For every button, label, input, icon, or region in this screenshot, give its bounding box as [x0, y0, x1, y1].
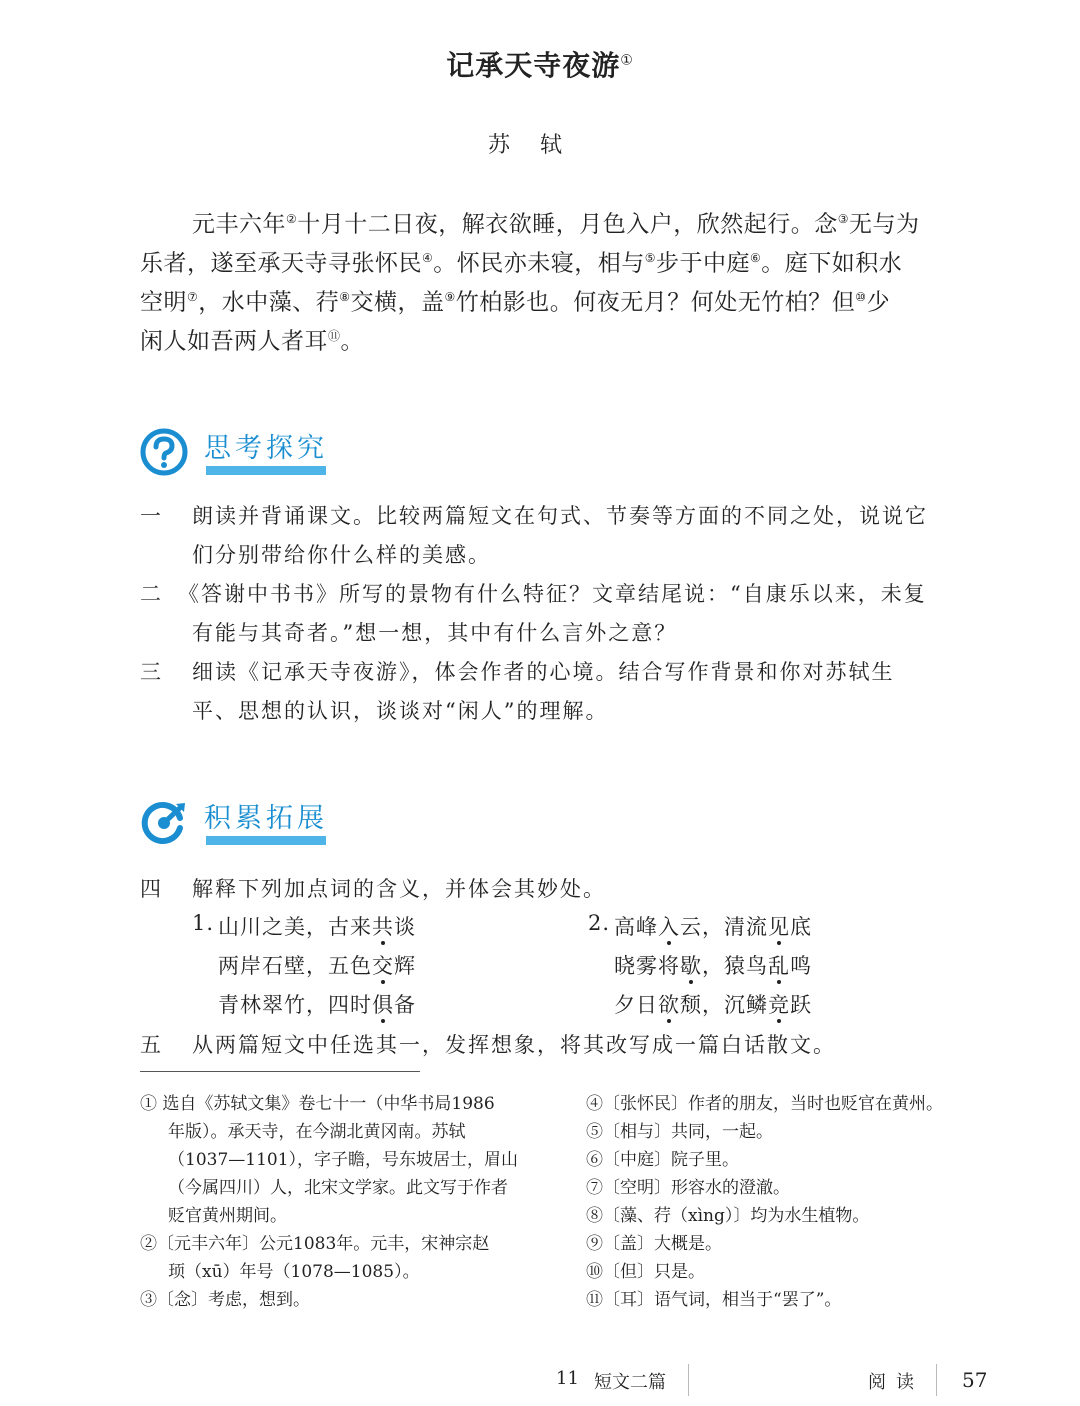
footer-divider [688, 1364, 689, 1396]
couplet-text: 备 [394, 993, 416, 1017]
dotted-word: 俱 [372, 993, 394, 1017]
dotted-word: 交 [372, 954, 394, 978]
question-line: 平、思想的认识，谈谈对“闲人”的理解。 [192, 699, 609, 723]
footnote-line: （今属四川）人，北宋文学家。此文写于作者 [168, 1178, 508, 1198]
question-line: 有能与其奇者。”想一想，其中有什么言外之意？ [192, 621, 678, 645]
couplet-text: 底 [790, 915, 812, 939]
author: 苏轼 [487, 133, 592, 158]
passage-text: 少 [866, 289, 891, 316]
question-line: 《答谢中书书》所写的景物有什么特征？文章结尾说：“自康乐以来，未复 [178, 582, 927, 606]
footnote-line: ④〔张怀民〕作者的朋友，当时也贬官在黄州。 [586, 1094, 943, 1114]
page-title: 记承天寺夜游① [446, 49, 634, 82]
passage-text: 交横，盖 [350, 289, 445, 316]
footnote-line: ⑧〔藻、荇（xìng）〕均为水生植物。 [586, 1206, 870, 1226]
footnote-mark: ② [286, 212, 298, 226]
question-text: 从两篇短文中任选其一，发挥想象，将其改写成一篇白话散文。 [192, 1033, 836, 1057]
question-mark-icon [140, 428, 188, 476]
footnote-mark: ⑥ [750, 251, 762, 265]
couplet-line [218, 950, 416, 980]
couplet-text: 山川之美，古来 [218, 915, 372, 939]
passage-text: ，水中藻、荇 [198, 289, 340, 316]
footnote-line: ⑩〔但〕只是。 [586, 1262, 705, 1282]
footnote-line: 年版）。承天寺，在今湖北黄冈南。苏轼 [168, 1122, 466, 1142]
footer-divider [936, 1364, 937, 1396]
passage-text: 十月十二日夜，解衣欲睡，月色入户，欣然起行。念 [297, 211, 838, 238]
footnote-mark: ⑤ [644, 251, 657, 265]
footnote-line: ③〔念〕考虑，想到。 [140, 1290, 310, 1310]
footnote-line: ②〔元丰六年〕公元1083年。元丰，宋神宗赵 [140, 1234, 490, 1254]
page-number: 57 [962, 1368, 988, 1392]
couplet-line [218, 911, 416, 941]
question-number: 三 [140, 660, 161, 684]
passage-text: 。怀民亦未寝，相与 [433, 250, 645, 277]
question-line: 朗读并背诵课文。比较两篇短文在句式、节奏等方面的不同之处，说说它 [192, 504, 928, 528]
couplet-text: 夕日 [614, 993, 658, 1017]
dotted-word: 共 [372, 915, 394, 939]
couplet-line [614, 911, 812, 941]
dotted-word: 乱 [768, 954, 790, 978]
couplet-label: 2. [588, 911, 611, 935]
couplet-line [218, 989, 416, 1019]
footer-unit: 阅读 [868, 1372, 924, 1393]
section-title: 积累拓展 [204, 803, 328, 834]
section-title: 思考探究 [204, 433, 328, 464]
footer-lesson-title: 短文二篇 [594, 1372, 666, 1393]
section-header-thinking [140, 426, 340, 486]
footnote-divider [140, 1071, 420, 1072]
arrow-circle-icon [140, 798, 188, 846]
footnote-line: （1037—1101），字子瞻，号东坡居士，眉山 [168, 1150, 519, 1170]
passage-text: 步于中庭 [656, 250, 751, 277]
couplet-text: 颓，沉鳞 [680, 993, 768, 1017]
footnote-mark: ⑦ [187, 290, 199, 304]
question-number: 四 [140, 877, 161, 901]
footnote-mark: ④ [422, 251, 434, 265]
passage-text: 乐者，遂至承天寺寻张怀民 [140, 250, 422, 277]
couplet-text: 谈 [394, 915, 416, 939]
footnote-line: ⑦〔空明〕形容水的澄澈。 [586, 1178, 790, 1198]
passage-line [192, 200, 920, 245]
passage-line [140, 278, 890, 323]
couplet-line [614, 989, 812, 1019]
footnote-line: ⑪〔耳〕语气词，相当于“罢了”。 [586, 1290, 842, 1310]
passage-line [140, 239, 902, 284]
footnote-line: 贬官黄州期间。 [168, 1206, 287, 1226]
couplet-text: 晓雾将 [614, 954, 680, 978]
dotted-word: 见 [768, 915, 790, 939]
footer-lesson-number: 11 [556, 1368, 579, 1389]
passage-text: 空明 [140, 289, 187, 316]
footnote-mark: ⑩ [855, 290, 867, 304]
question-text: 解释下列加点词的含义，并体会其妙处。 [192, 877, 606, 901]
footnote-mark: ⑪ [328, 329, 341, 343]
section-header-extension [140, 796, 340, 856]
title-footnote-mark: ① [620, 52, 634, 69]
passage-text: 竹柏影也。何夜无月？何处无竹柏？但 [455, 289, 856, 316]
footnote-mark: ⑨ [444, 290, 456, 304]
footnote-line: ⑤〔相与〕共同，一起。 [586, 1122, 773, 1142]
couplet-text: 高峰 [614, 915, 658, 939]
question-line: 细读《记承天寺夜游》，体会作者的心境。结合写作背景和你对苏轼生 [192, 660, 895, 684]
footnote-mark: ③ [837, 212, 850, 226]
footnote-line: 顼（xū）年号（1078—1085）。 [168, 1262, 420, 1282]
footnote-mark: ⑧ [339, 290, 351, 304]
couplet-label: 1. [192, 911, 215, 935]
footnote-line: ⑥〔中庭〕院子里。 [586, 1150, 739, 1170]
footnote-line: ⑨〔盖〕大概是。 [586, 1234, 722, 1254]
couplet-text: 跃 [790, 993, 812, 1017]
passage-text: 。庭下如积水 [761, 250, 903, 277]
footnote-line: ① 选自《苏轼文集》卷七十一（中华书局1986 [140, 1094, 495, 1114]
couplet-line [614, 950, 812, 980]
couplet-text: 青林翠竹，四时 [218, 993, 372, 1017]
question-number: 五 [140, 1033, 161, 1057]
couplet-text: 云，清流 [680, 915, 768, 939]
passage-line [140, 317, 364, 362]
couplet-text: 辉 [394, 954, 416, 978]
couplet-text: 鸣 [790, 954, 812, 978]
dotted-word: 入 [658, 915, 680, 939]
dotted-word: 歇 [680, 954, 702, 978]
couplet-text: ，猿鸟 [702, 954, 768, 978]
dotted-word: 竞 [768, 993, 790, 1017]
question-number: 二 [140, 582, 161, 606]
section-underline [206, 466, 326, 475]
passage-text: 无与为 [849, 211, 920, 238]
dotted-word: 欲 [658, 993, 680, 1017]
question-number: 一 [140, 504, 161, 528]
passage-text: 闲人如吾两人者耳 [140, 328, 328, 355]
passage-text: 元丰六年 [192, 211, 286, 238]
passage-text: 。 [340, 328, 365, 355]
question-line: 们分别带给你什么样的美感。 [192, 543, 491, 567]
section-underline [206, 836, 326, 845]
couplet-text: 两岸石壁，五色 [218, 954, 372, 978]
